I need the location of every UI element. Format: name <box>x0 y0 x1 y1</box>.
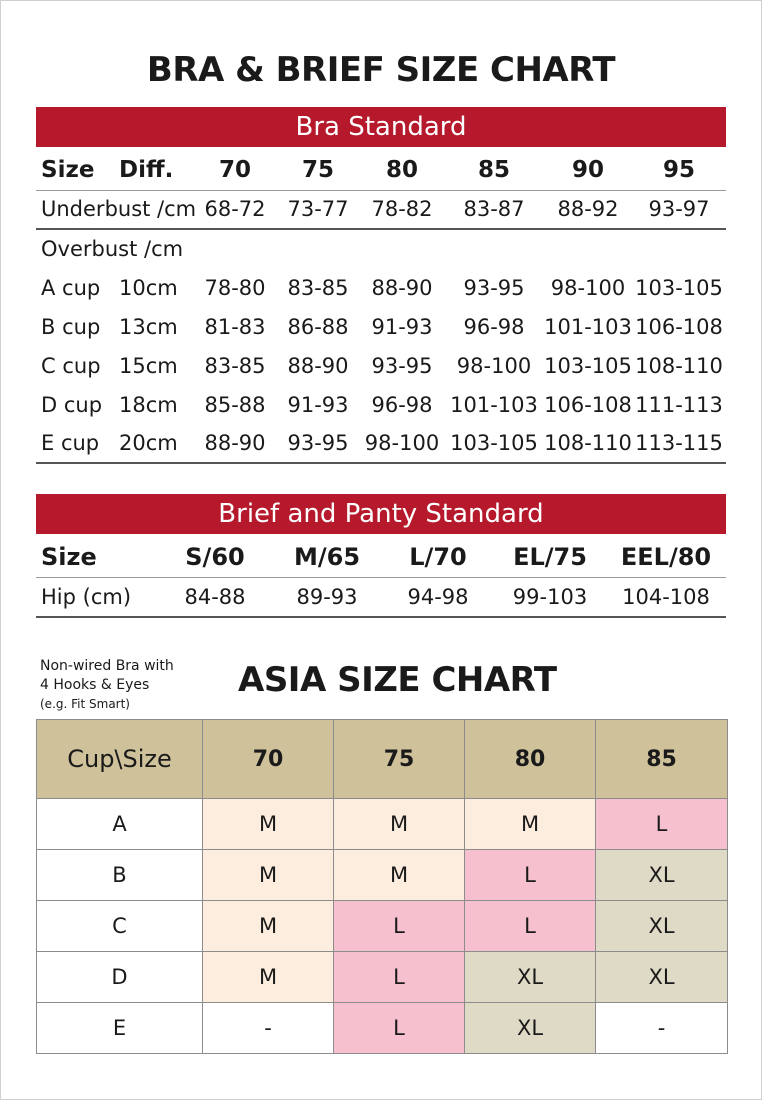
bra-row-c <box>36 346 726 385</box>
asia-size-cell: L <box>334 952 465 1003</box>
overbust-cell: 103-105 <box>544 353 632 378</box>
overbust-cell: 93-95 <box>276 424 360 463</box>
hip-cell: 104-108 <box>606 577 726 617</box>
overbust-cell: 93-95 <box>371 353 433 378</box>
underbust-cell: 88-92 <box>544 190 632 229</box>
bra-header-90: 90 <box>544 151 632 190</box>
overbust-cell: 98-100 <box>360 424 444 463</box>
overbust-cell: 111-113 <box>635 392 723 417</box>
asia-header-cup-size: Cup\Size <box>37 720 203 799</box>
asia-header-85: 85 <box>596 720 728 799</box>
asia-size-cell: - <box>596 1003 728 1054</box>
asia-size-table <box>36 719 728 1054</box>
diff-value: 13cm <box>119 314 178 339</box>
bra-standard-table <box>36 151 726 464</box>
overbust-cell: 108-110 <box>544 424 632 463</box>
hip-cell: 99-103 <box>494 577 606 617</box>
asia-size-cell: XL <box>596 850 728 901</box>
bra-header-70: 70 <box>194 151 276 190</box>
asia-size-cell: XL <box>465 1003 596 1054</box>
overbust-cell: 96-98 <box>463 314 525 339</box>
overbust-cell: 78-80 <box>204 275 266 300</box>
underbust-cell: 83-87 <box>444 190 544 229</box>
underbust-cell: 78-82 <box>360 190 444 229</box>
overbust-cell: 103-105 <box>444 424 544 463</box>
cup-label: E cup <box>36 424 114 463</box>
underbust-label: Underbust /cm <box>36 190 194 229</box>
brief-standard-banner: Brief and Panty Standard <box>36 494 726 534</box>
overbust-cell: 88-90 <box>371 275 433 300</box>
overbust-cell: 106-108 <box>635 314 723 339</box>
asia-header-75: 75 <box>334 720 465 799</box>
diff-value: 15cm <box>119 353 178 378</box>
overbust-cell: 101-103 <box>544 314 632 339</box>
brief-header-l70: L/70 <box>382 537 494 577</box>
asia-size-cell: M <box>203 850 334 901</box>
overbust-cell: 91-93 <box>371 314 433 339</box>
asia-size-cell: M <box>203 952 334 1003</box>
cup-label: A cup <box>41 275 101 300</box>
overbust-cell: 86-88 <box>287 314 349 339</box>
brief-header-size: Size <box>36 537 158 577</box>
asia-size-cell: M <box>203 901 334 952</box>
overbust-cell: 81-83 <box>204 314 266 339</box>
bra-header-diff: Diff. <box>114 151 194 190</box>
asia-row-e <box>37 1003 728 1054</box>
overbust-cell: 88-90 <box>194 424 276 463</box>
asia-size-cell: XL <box>596 952 728 1003</box>
overbust-cell: 93-95 <box>463 275 525 300</box>
asia-cup-label: A <box>37 799 203 850</box>
asia-row-a <box>37 799 728 850</box>
diff-value: 20cm <box>114 424 194 463</box>
hip-cell: 89-93 <box>272 577 382 617</box>
asia-size-cell: L <box>465 850 596 901</box>
asia-size-cell: L <box>465 901 596 952</box>
bra-row-a <box>36 268 726 307</box>
overbust-cell: 101-103 <box>450 392 538 417</box>
brief-header-row <box>36 537 726 577</box>
asia-row-c <box>37 901 728 952</box>
bra-row-b <box>36 307 726 346</box>
asia-note-line3: (e.g. Fit Smart) <box>40 697 130 711</box>
asia-chart-title: ASIA SIZE CHART <box>238 660 557 700</box>
brief-header-s60: S/60 <box>158 537 272 577</box>
overbust-cell: 108-110 <box>635 353 723 378</box>
asia-size-cell: L <box>334 1003 465 1054</box>
bra-standard-banner: Bra Standard <box>36 107 726 147</box>
cup-label: D cup <box>41 392 103 417</box>
cup-label: B cup <box>41 314 101 339</box>
asia-size-cell: XL <box>465 952 596 1003</box>
overbust-label: Overbust /cm <box>41 237 184 261</box>
overbust-cell: 103-105 <box>635 275 723 300</box>
overbust-cell: 91-93 <box>287 392 349 417</box>
bra-header-size: Size <box>36 151 114 190</box>
overbust-cell: 98-100 <box>550 275 626 300</box>
brief-header-el75: EL/75 <box>494 537 606 577</box>
overbust-cell: 106-108 <box>544 392 632 417</box>
hip-cell: 94-98 <box>382 577 494 617</box>
asia-header-row <box>37 720 728 799</box>
overbust-cell: 98-100 <box>456 353 532 378</box>
hip-label: Hip (cm) <box>36 577 158 617</box>
bra-header-85: 85 <box>444 151 544 190</box>
asia-row-b <box>37 850 728 901</box>
bra-overbust-label-row <box>36 229 726 268</box>
asia-cup-label: B <box>37 850 203 901</box>
diff-value: 18cm <box>119 392 178 417</box>
overbust-cell: 83-85 <box>287 275 349 300</box>
overbust-cell: 88-90 <box>287 353 349 378</box>
asia-note-line1: Non-wired Bra with <box>40 658 174 674</box>
brief-header-m65: M/65 <box>272 537 382 577</box>
underbust-cell: 68-72 <box>194 190 276 229</box>
bra-underbust-row <box>36 190 726 229</box>
bra-header-75: 75 <box>276 151 360 190</box>
underbust-cell: 93-97 <box>632 190 726 229</box>
diff-value: 10cm <box>119 275 178 300</box>
overbust-cell: 83-85 <box>204 353 266 378</box>
asia-size-cell: M <box>334 799 465 850</box>
asia-note <box>40 657 174 714</box>
overbust-cell: 96-98 <box>371 392 433 417</box>
asia-size-cell: L <box>334 901 465 952</box>
page-title: BRA & BRIEF SIZE CHART <box>146 50 616 90</box>
brief-hip-row <box>36 577 726 617</box>
asia-cup-label: E <box>37 1003 203 1054</box>
hip-cell: 84-88 <box>158 577 272 617</box>
asia-size-cell: XL <box>596 901 728 952</box>
bra-header-95: 95 <box>632 151 726 190</box>
asia-cup-label: D <box>37 952 203 1003</box>
asia-size-cell: M <box>334 850 465 901</box>
bra-header-80: 80 <box>360 151 444 190</box>
bra-header-row <box>36 151 726 190</box>
bra-row-d <box>36 385 726 424</box>
brief-header-eel80: EEL/80 <box>606 537 726 577</box>
underbust-cell: 73-77 <box>276 190 360 229</box>
bra-row-e <box>36 424 726 463</box>
overbust-cell: 113-115 <box>632 424 726 463</box>
asia-size-cell: - <box>203 1003 334 1054</box>
asia-note-line2: 4 Hooks & Eyes <box>40 677 150 693</box>
overbust-cell: 85-88 <box>204 392 266 417</box>
asia-cup-label: C <box>37 901 203 952</box>
asia-row-d <box>37 952 728 1003</box>
asia-size-cell: M <box>203 799 334 850</box>
asia-size-cell: L <box>596 799 728 850</box>
asia-size-cell: M <box>465 799 596 850</box>
asia-header-70: 70 <box>203 720 334 799</box>
asia-header-80: 80 <box>465 720 596 799</box>
brief-standard-table <box>36 537 726 618</box>
cup-label: C cup <box>41 353 101 378</box>
